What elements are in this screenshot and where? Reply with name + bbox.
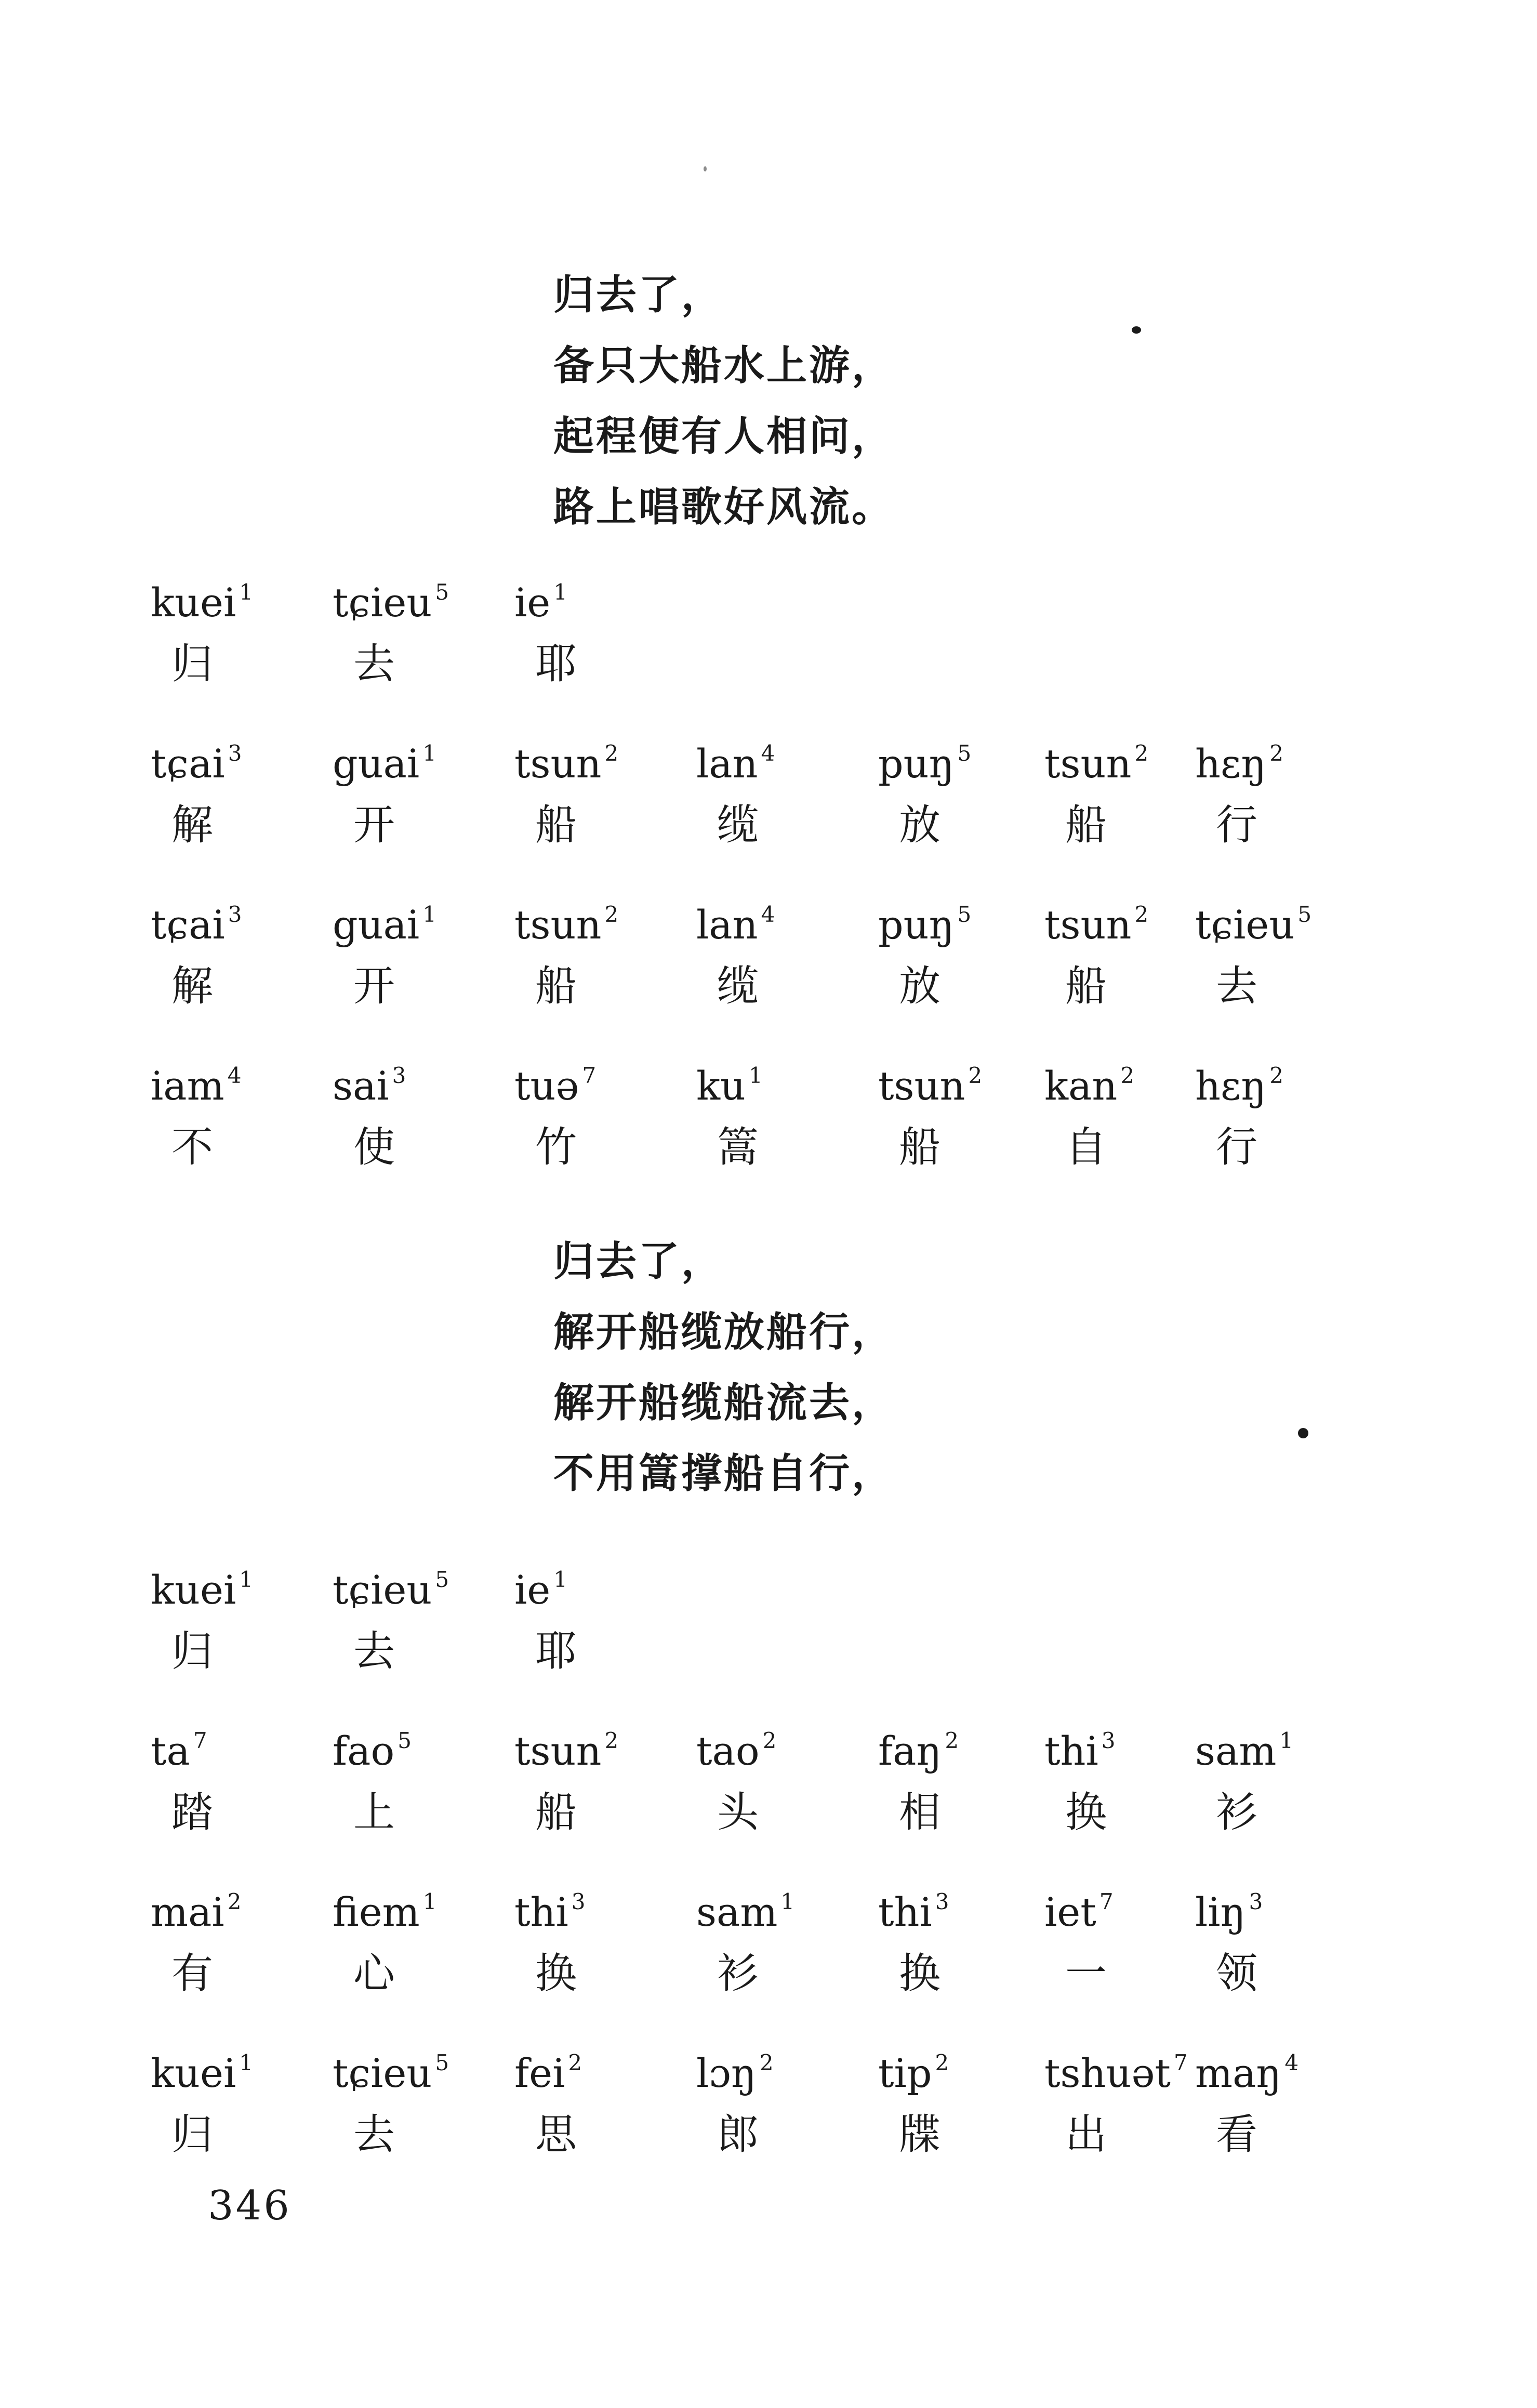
syllable-text: sai bbox=[333, 1063, 389, 1109]
romanized-syllable bbox=[1044, 2037, 1188, 2099]
syllable-text: lan bbox=[696, 902, 758, 948]
syllable-text: tsun bbox=[1044, 740, 1132, 787]
tone-number: 1 bbox=[749, 1063, 763, 1088]
chinese-character: 缆 bbox=[717, 962, 759, 1010]
syllable-text: tshuət bbox=[1044, 2050, 1171, 2096]
tone-number: 1 bbox=[422, 902, 436, 927]
syllable-text: fiem bbox=[333, 1889, 420, 1935]
syllable-text: tɕieu bbox=[1195, 902, 1295, 948]
tone-number: 5 bbox=[957, 902, 972, 927]
romanization-row bbox=[0, 1554, 1537, 1613]
tone-number: 2 bbox=[1269, 740, 1284, 766]
syllable-text: tsun bbox=[514, 740, 602, 787]
syllable-text: faŋ bbox=[878, 1728, 942, 1774]
syllable-text: iam bbox=[151, 1063, 224, 1109]
tone-number: 5 bbox=[957, 740, 972, 766]
tone-number: 2 bbox=[604, 740, 619, 766]
syllable-text: puŋ bbox=[878, 902, 955, 948]
tone-number: 7 bbox=[1173, 2050, 1188, 2075]
romanization-row bbox=[0, 889, 1537, 948]
syllable-text: hɛŋ bbox=[1195, 1063, 1267, 1109]
chinese-character: 开 bbox=[353, 962, 395, 1010]
chinese-character: 归 bbox=[171, 2110, 213, 2159]
chinese-character: 衫 bbox=[717, 1949, 759, 1997]
romanized-syllable bbox=[696, 2037, 811, 2099]
tone-number: 1 bbox=[239, 579, 254, 605]
romanized-syllable bbox=[514, 889, 629, 951]
chinese-character: 思 bbox=[535, 2110, 577, 2159]
romanized-syllable bbox=[151, 1876, 265, 1938]
translation-stanza-2 bbox=[553, 1226, 894, 1509]
chinese-character: 有 bbox=[171, 1949, 213, 1997]
chinese-character: 出 bbox=[1065, 2110, 1107, 2159]
tone-number: 3 bbox=[392, 1063, 406, 1088]
tone-number: 2 bbox=[945, 1728, 959, 1753]
tone-number: 2 bbox=[935, 2050, 949, 2075]
tone-number: 3 bbox=[228, 902, 242, 927]
character-row bbox=[0, 1948, 1537, 2000]
tone-number: 5 bbox=[398, 1728, 412, 1753]
ink-speck bbox=[1298, 1428, 1308, 1438]
tone-number: 5 bbox=[435, 579, 449, 605]
chinese-character: 郎 bbox=[717, 2110, 759, 2159]
syllable-text: liŋ bbox=[1195, 1889, 1246, 1935]
tone-number: 2 bbox=[1134, 902, 1149, 927]
chinese-character: 船 bbox=[1065, 801, 1107, 849]
syllable-text: tɕieu bbox=[333, 579, 432, 626]
syllable-text: hɛŋ bbox=[1195, 740, 1267, 787]
romanized-syllable bbox=[333, 889, 447, 951]
tone-number: 2 bbox=[1269, 1063, 1284, 1088]
tone-number: 3 bbox=[1101, 1728, 1116, 1753]
tone-number: 5 bbox=[1297, 902, 1312, 927]
syllable-text: puŋ bbox=[878, 740, 955, 787]
chinese-character: 竹 bbox=[535, 1123, 577, 1171]
syllable-text: thi bbox=[514, 1889, 568, 1935]
tone-number: 7 bbox=[582, 1063, 597, 1088]
chinese-character: 行 bbox=[1216, 1123, 1257, 1171]
romanized-syllable bbox=[151, 1554, 265, 1616]
tone-number: 1 bbox=[780, 1889, 795, 1914]
romanized-syllable bbox=[696, 889, 811, 951]
syllable-text: guai bbox=[333, 902, 420, 948]
syllable-text: thi bbox=[1044, 1728, 1098, 1774]
romanized-syllable bbox=[514, 1050, 629, 1112]
romanized-syllable bbox=[1044, 727, 1159, 790]
romanized-syllable bbox=[696, 1050, 811, 1112]
syllable-text: sam bbox=[1195, 1728, 1277, 1774]
romanized-syllable bbox=[333, 1876, 447, 1938]
tone-number: 2 bbox=[762, 1728, 777, 1753]
romanized-syllable bbox=[151, 1715, 265, 1777]
syllable-text: tsun bbox=[1044, 902, 1132, 948]
tone-number: 3 bbox=[935, 1889, 949, 1914]
chinese-character: 船 bbox=[535, 801, 577, 849]
romanized-syllable bbox=[878, 2037, 992, 2099]
syllable-text: ie bbox=[514, 579, 551, 626]
romanized-syllable bbox=[696, 727, 811, 790]
romanized-syllable bbox=[1195, 727, 1309, 790]
chinese-character: 自 bbox=[1065, 1123, 1107, 1171]
chinese-character: 换 bbox=[1065, 1788, 1107, 1836]
romanization-row bbox=[0, 566, 1537, 626]
chinese-character: 船 bbox=[1065, 962, 1107, 1010]
romanized-syllable bbox=[878, 1050, 992, 1112]
page-number: 346 bbox=[208, 2182, 292, 2229]
chinese-character: 去 bbox=[1216, 962, 1257, 1010]
romanized-syllable bbox=[151, 889, 265, 951]
romanized-syllable bbox=[333, 566, 447, 629]
syllable-text: tuə bbox=[514, 1063, 579, 1109]
syllable-text: guai bbox=[333, 740, 420, 787]
tone-number: 7 bbox=[1099, 1889, 1114, 1914]
tone-number: 1 bbox=[1279, 1728, 1294, 1753]
character-row bbox=[0, 960, 1537, 1012]
tone-number: 3 bbox=[571, 1889, 586, 1914]
romanized-syllable bbox=[151, 566, 265, 629]
syllable-text: mai bbox=[151, 1889, 224, 1935]
tone-number: 7 bbox=[193, 1728, 207, 1753]
chinese-character: 解 bbox=[171, 801, 213, 849]
romanization-row bbox=[0, 2037, 1537, 2096]
tone-number: 2 bbox=[604, 902, 619, 927]
romanized-syllable bbox=[514, 727, 629, 790]
ink-speck bbox=[704, 166, 707, 171]
romanization-row bbox=[0, 1715, 1537, 1774]
romanized-syllable bbox=[1195, 1715, 1309, 1777]
chinese-character: 放 bbox=[899, 962, 940, 1010]
chinese-character: 去 bbox=[353, 2110, 395, 2159]
tone-number: 3 bbox=[1249, 1889, 1263, 1914]
syllable-text: ta bbox=[151, 1728, 190, 1774]
chinese-character: 篙 bbox=[717, 1123, 759, 1171]
romanized-syllable bbox=[514, 2037, 629, 2099]
translation-line: 不用篙撑船自行， bbox=[553, 1450, 895, 1497]
chinese-character: 解 bbox=[171, 962, 213, 1010]
tone-number: 1 bbox=[422, 740, 436, 766]
syllable-text: tɕai bbox=[151, 740, 225, 787]
romanized-syllable bbox=[333, 1050, 447, 1112]
character-row bbox=[0, 1625, 1537, 1677]
chinese-character: 开 bbox=[353, 801, 395, 849]
chinese-character: 不 bbox=[171, 1123, 213, 1171]
syllable-text: kuei bbox=[151, 2050, 236, 2096]
character-row bbox=[0, 1787, 1537, 1838]
tone-number: 4 bbox=[761, 902, 775, 927]
syllable-text: kan bbox=[1044, 1063, 1118, 1109]
translation-line: 归去了， bbox=[553, 272, 724, 319]
romanized-syllable bbox=[1044, 1876, 1159, 1938]
romanized-syllable bbox=[878, 727, 992, 790]
syllable-text: thi bbox=[878, 1889, 932, 1935]
syllable-text: tɕieu bbox=[333, 1567, 432, 1613]
romanized-syllable bbox=[514, 1876, 629, 1938]
romanization-row bbox=[0, 1050, 1537, 1109]
romanized-syllable bbox=[1195, 1050, 1309, 1112]
syllable-text: tsun bbox=[514, 1728, 602, 1774]
romanized-syllable bbox=[333, 727, 447, 790]
chinese-character: 放 bbox=[899, 801, 940, 849]
chinese-character: 船 bbox=[535, 962, 577, 1010]
tone-number: 2 bbox=[568, 2050, 582, 2075]
chinese-character: 心 bbox=[353, 1949, 395, 1997]
syllable-text: sam bbox=[696, 1889, 778, 1935]
ink-speck bbox=[1132, 326, 1141, 334]
tone-number: 1 bbox=[553, 579, 568, 605]
syllable-text: tao bbox=[696, 1728, 760, 1774]
romanized-syllable bbox=[333, 2037, 447, 2099]
romanized-syllable bbox=[696, 1715, 811, 1777]
tone-number: 4 bbox=[761, 740, 775, 766]
chinese-character: 缆 bbox=[717, 801, 759, 849]
romanized-syllable bbox=[1195, 1876, 1309, 1938]
translation-line: 起程便有人相问， bbox=[553, 413, 895, 460]
translation-line: 解开船缆船流去， bbox=[553, 1380, 895, 1426]
syllable-text: lan bbox=[696, 740, 758, 787]
chinese-character: 船 bbox=[899, 1123, 940, 1171]
syllable-text: iet bbox=[1044, 1889, 1096, 1935]
syllable-text: kuei bbox=[151, 1567, 236, 1613]
romanized-syllable bbox=[1044, 1715, 1159, 1777]
tone-number: 4 bbox=[227, 1063, 242, 1088]
romanized-syllable bbox=[151, 1050, 265, 1112]
romanized-syllable bbox=[1195, 2037, 1309, 2099]
romanized-syllable bbox=[878, 889, 992, 951]
character-row bbox=[0, 2109, 1537, 2161]
syllable-text: maŋ bbox=[1195, 2050, 1282, 2096]
syllable-text: fei bbox=[514, 2050, 565, 2096]
syllable-text: tip bbox=[878, 2050, 932, 2096]
romanized-syllable bbox=[1044, 1050, 1159, 1112]
romanized-syllable bbox=[514, 1715, 629, 1777]
romanized-syllable bbox=[333, 1715, 447, 1777]
chinese-character: 去 bbox=[353, 640, 395, 688]
chinese-character: 牒 bbox=[899, 2110, 940, 2159]
romanized-syllable bbox=[333, 1554, 447, 1616]
tone-number: 2 bbox=[227, 1889, 242, 1914]
translation-line: 备只大船水上游， bbox=[553, 342, 895, 389]
syllable-text: tsun bbox=[514, 902, 602, 948]
tone-number: 2 bbox=[759, 2050, 774, 2075]
syllable-text: tɕieu bbox=[333, 2050, 432, 2096]
character-row bbox=[0, 638, 1537, 690]
romanized-syllable bbox=[1195, 889, 1312, 951]
romanized-syllable bbox=[151, 2037, 265, 2099]
chinese-character: 使 bbox=[353, 1123, 395, 1171]
romanized-syllable bbox=[514, 1554, 629, 1616]
chinese-character: 上 bbox=[353, 1788, 395, 1836]
chinese-character: 归 bbox=[171, 640, 213, 688]
translation-line: 解开船缆放船行， bbox=[553, 1309, 895, 1356]
romanization-row bbox=[0, 1876, 1537, 1935]
tone-number: 2 bbox=[1120, 1063, 1135, 1088]
tone-number: 2 bbox=[604, 1728, 619, 1753]
chinese-character: 换 bbox=[535, 1949, 577, 1997]
chinese-character: 行 bbox=[1216, 801, 1257, 849]
syllable-text: tsun bbox=[878, 1063, 965, 1109]
tone-number: 1 bbox=[239, 2050, 254, 2075]
chinese-character: 换 bbox=[899, 1949, 940, 1997]
tone-number: 5 bbox=[435, 1567, 449, 1592]
character-row bbox=[0, 1121, 1537, 1173]
syllable-text: lɔŋ bbox=[696, 2050, 757, 2096]
chinese-character: 衫 bbox=[1216, 1788, 1257, 1836]
character-row bbox=[0, 799, 1537, 851]
chinese-character: 归 bbox=[171, 1627, 213, 1675]
chinese-character: 领 bbox=[1216, 1949, 1257, 1997]
romanized-syllable bbox=[878, 1715, 992, 1777]
syllable-text: tɕai bbox=[151, 902, 225, 948]
translation-stanza-1 bbox=[553, 260, 894, 543]
chinese-character: 船 bbox=[535, 1788, 577, 1836]
romanized-syllable bbox=[151, 727, 265, 790]
translation-line: 路上唱歌好风流。 bbox=[553, 484, 895, 531]
tone-number: 2 bbox=[1134, 740, 1149, 766]
syllable-text: ie bbox=[514, 1567, 551, 1613]
chinese-character: 去 bbox=[353, 1627, 395, 1675]
tone-number: 3 bbox=[228, 740, 242, 766]
syllable-text: kuei bbox=[151, 579, 236, 626]
tone-number: 2 bbox=[968, 1063, 983, 1088]
romanized-syllable bbox=[696, 1876, 811, 1938]
chinese-character: 一 bbox=[1065, 1949, 1107, 1997]
romanization-row bbox=[0, 727, 1537, 787]
syllable-text: ku bbox=[696, 1063, 746, 1109]
chinese-character: 踏 bbox=[171, 1788, 213, 1836]
chinese-character: 相 bbox=[899, 1788, 940, 1836]
syllable-text: fao bbox=[333, 1728, 395, 1774]
chinese-character: 看 bbox=[1216, 2110, 1257, 2159]
romanized-syllable bbox=[514, 566, 629, 629]
romanized-syllable bbox=[1044, 889, 1159, 951]
chinese-character: 耶 bbox=[535, 640, 577, 688]
tone-number: 1 bbox=[239, 1567, 254, 1592]
romanized-syllable bbox=[878, 1876, 992, 1938]
chinese-character: 头 bbox=[717, 1788, 759, 1836]
translation-line: 归去了， bbox=[553, 1238, 724, 1285]
chinese-character: 耶 bbox=[535, 1627, 577, 1675]
tone-number: 5 bbox=[435, 2050, 449, 2075]
tone-number: 1 bbox=[553, 1567, 568, 1592]
tone-number: 1 bbox=[422, 1889, 437, 1914]
tone-number: 4 bbox=[1284, 2050, 1299, 2075]
